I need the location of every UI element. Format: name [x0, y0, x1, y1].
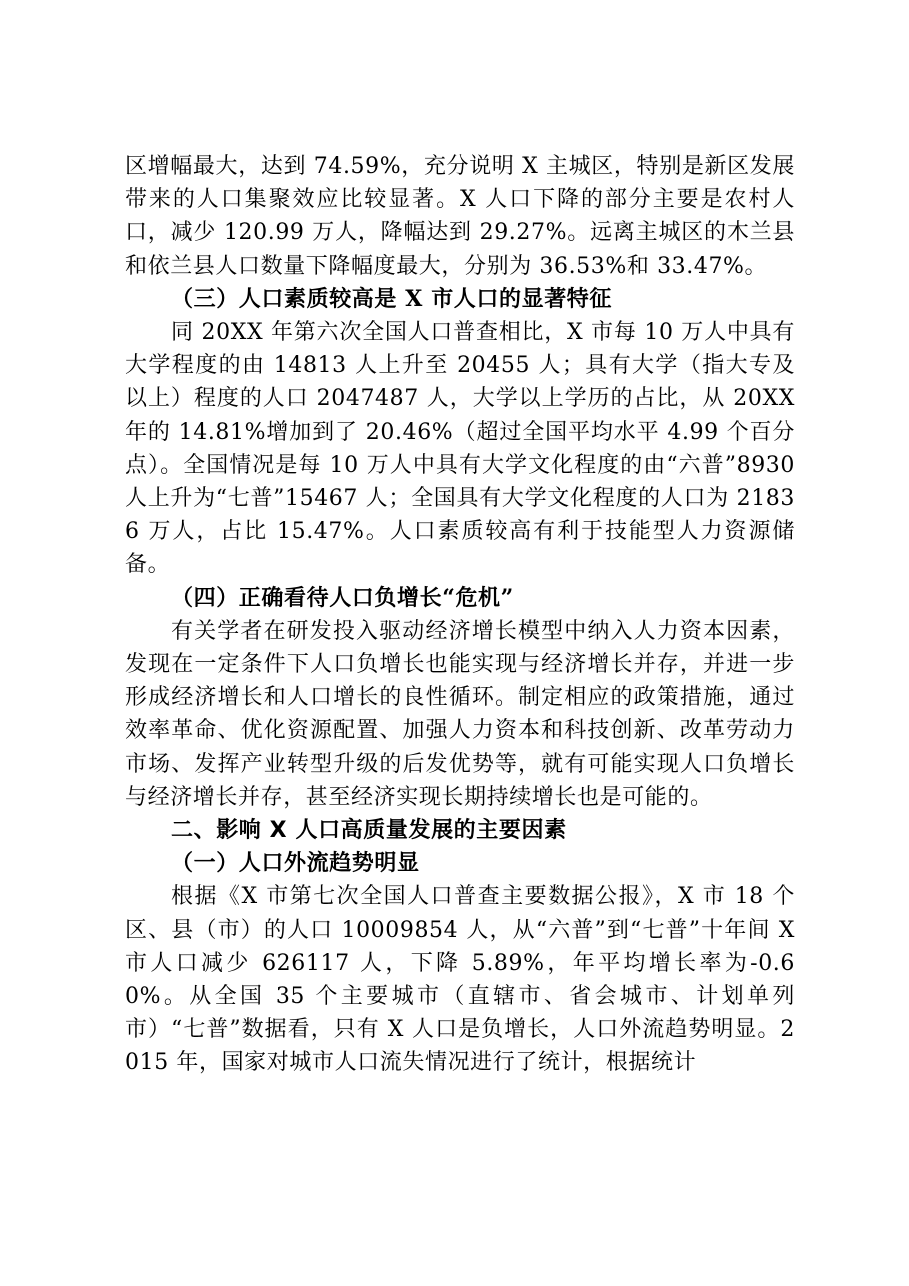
paragraph-outflow: 根据《X 市第七次全国人口普查主要数据公报》，X 市 18 个区、县（市）的人口 10009854 人，从“六普”到“七普”十年间 X 市人口减少 626117 人，下降 5.89%，年平均增长率为-0.60%。从全国 35 个主要城市（直辖市、省会城市、计划单列市）“七普”数据看，只有 X 人口是负增长，人口外流趋势明显。2015 年，国家对城市人口流失情况进行了统计，根据统计	[125, 884, 795, 1076]
document-body	[125, 150, 795, 1080]
section-heading-1: （一）人口外流趋势明显	[171, 850, 420, 877]
paragraph-education: 同 20XX 年第六次全国人口普查相比，X 市每 10 万人中具有大学程度的由 14813 人上升至 20455 人；具有大学（指大专及以上）程度的人口 2047487 人，大学以上学历的占比，从 20XX 年的 14.81%增加到了 20.46%（超过全国平均水平 4.99 个百分点）。全国情况是每 10 万人中具有大学文化程度的由“六普”8930 人上升为“七普”15467 人；全国具有大学文化程度的人口为 21836 万人，占比 15.47%。人口素质较高有利于技能型人力资源储备。	[125, 320, 795, 578]
chapter-heading-2: 二、影响 X 人口高质量发展的主要因素	[171, 818, 567, 844]
section-heading-4: （四）正确看待人口负增长“危机”	[171, 584, 514, 611]
section-heading-3: （三）人口素质较高是 X 市人口的显著特征	[171, 285, 612, 312]
paragraph-continuation: 区增幅最大，达到 74.59%，充分说明 X 主城区，特别是新区发展带来的人口集聚效应比较显著。X 人口下降的部分主要是农村人口，减少 120.99 万人，降幅达到 29.27%。远离主城区的木兰县和依兰县人口数量下降幅度最大，分别为 36.53%和 33.47%。	[125, 154, 795, 279]
paragraph-negative-growth: 有关学者在研发投入驱动经济增长模型中纳入人力资本因素，发现在一定条件下人口负增长也能实现与经济增长并存，并进一步形成经济增长和人口增长的良性循环。制定相应的政策措施，通过效率革命、优化资源配置、加强人力资本和科技创新、改革劳动力市场、发挥产业转型升级的后发优势等，就有可能实现人口负增长与经济增长并存，甚至经济实现长期持续增长也是可能的。	[125, 618, 795, 810]
